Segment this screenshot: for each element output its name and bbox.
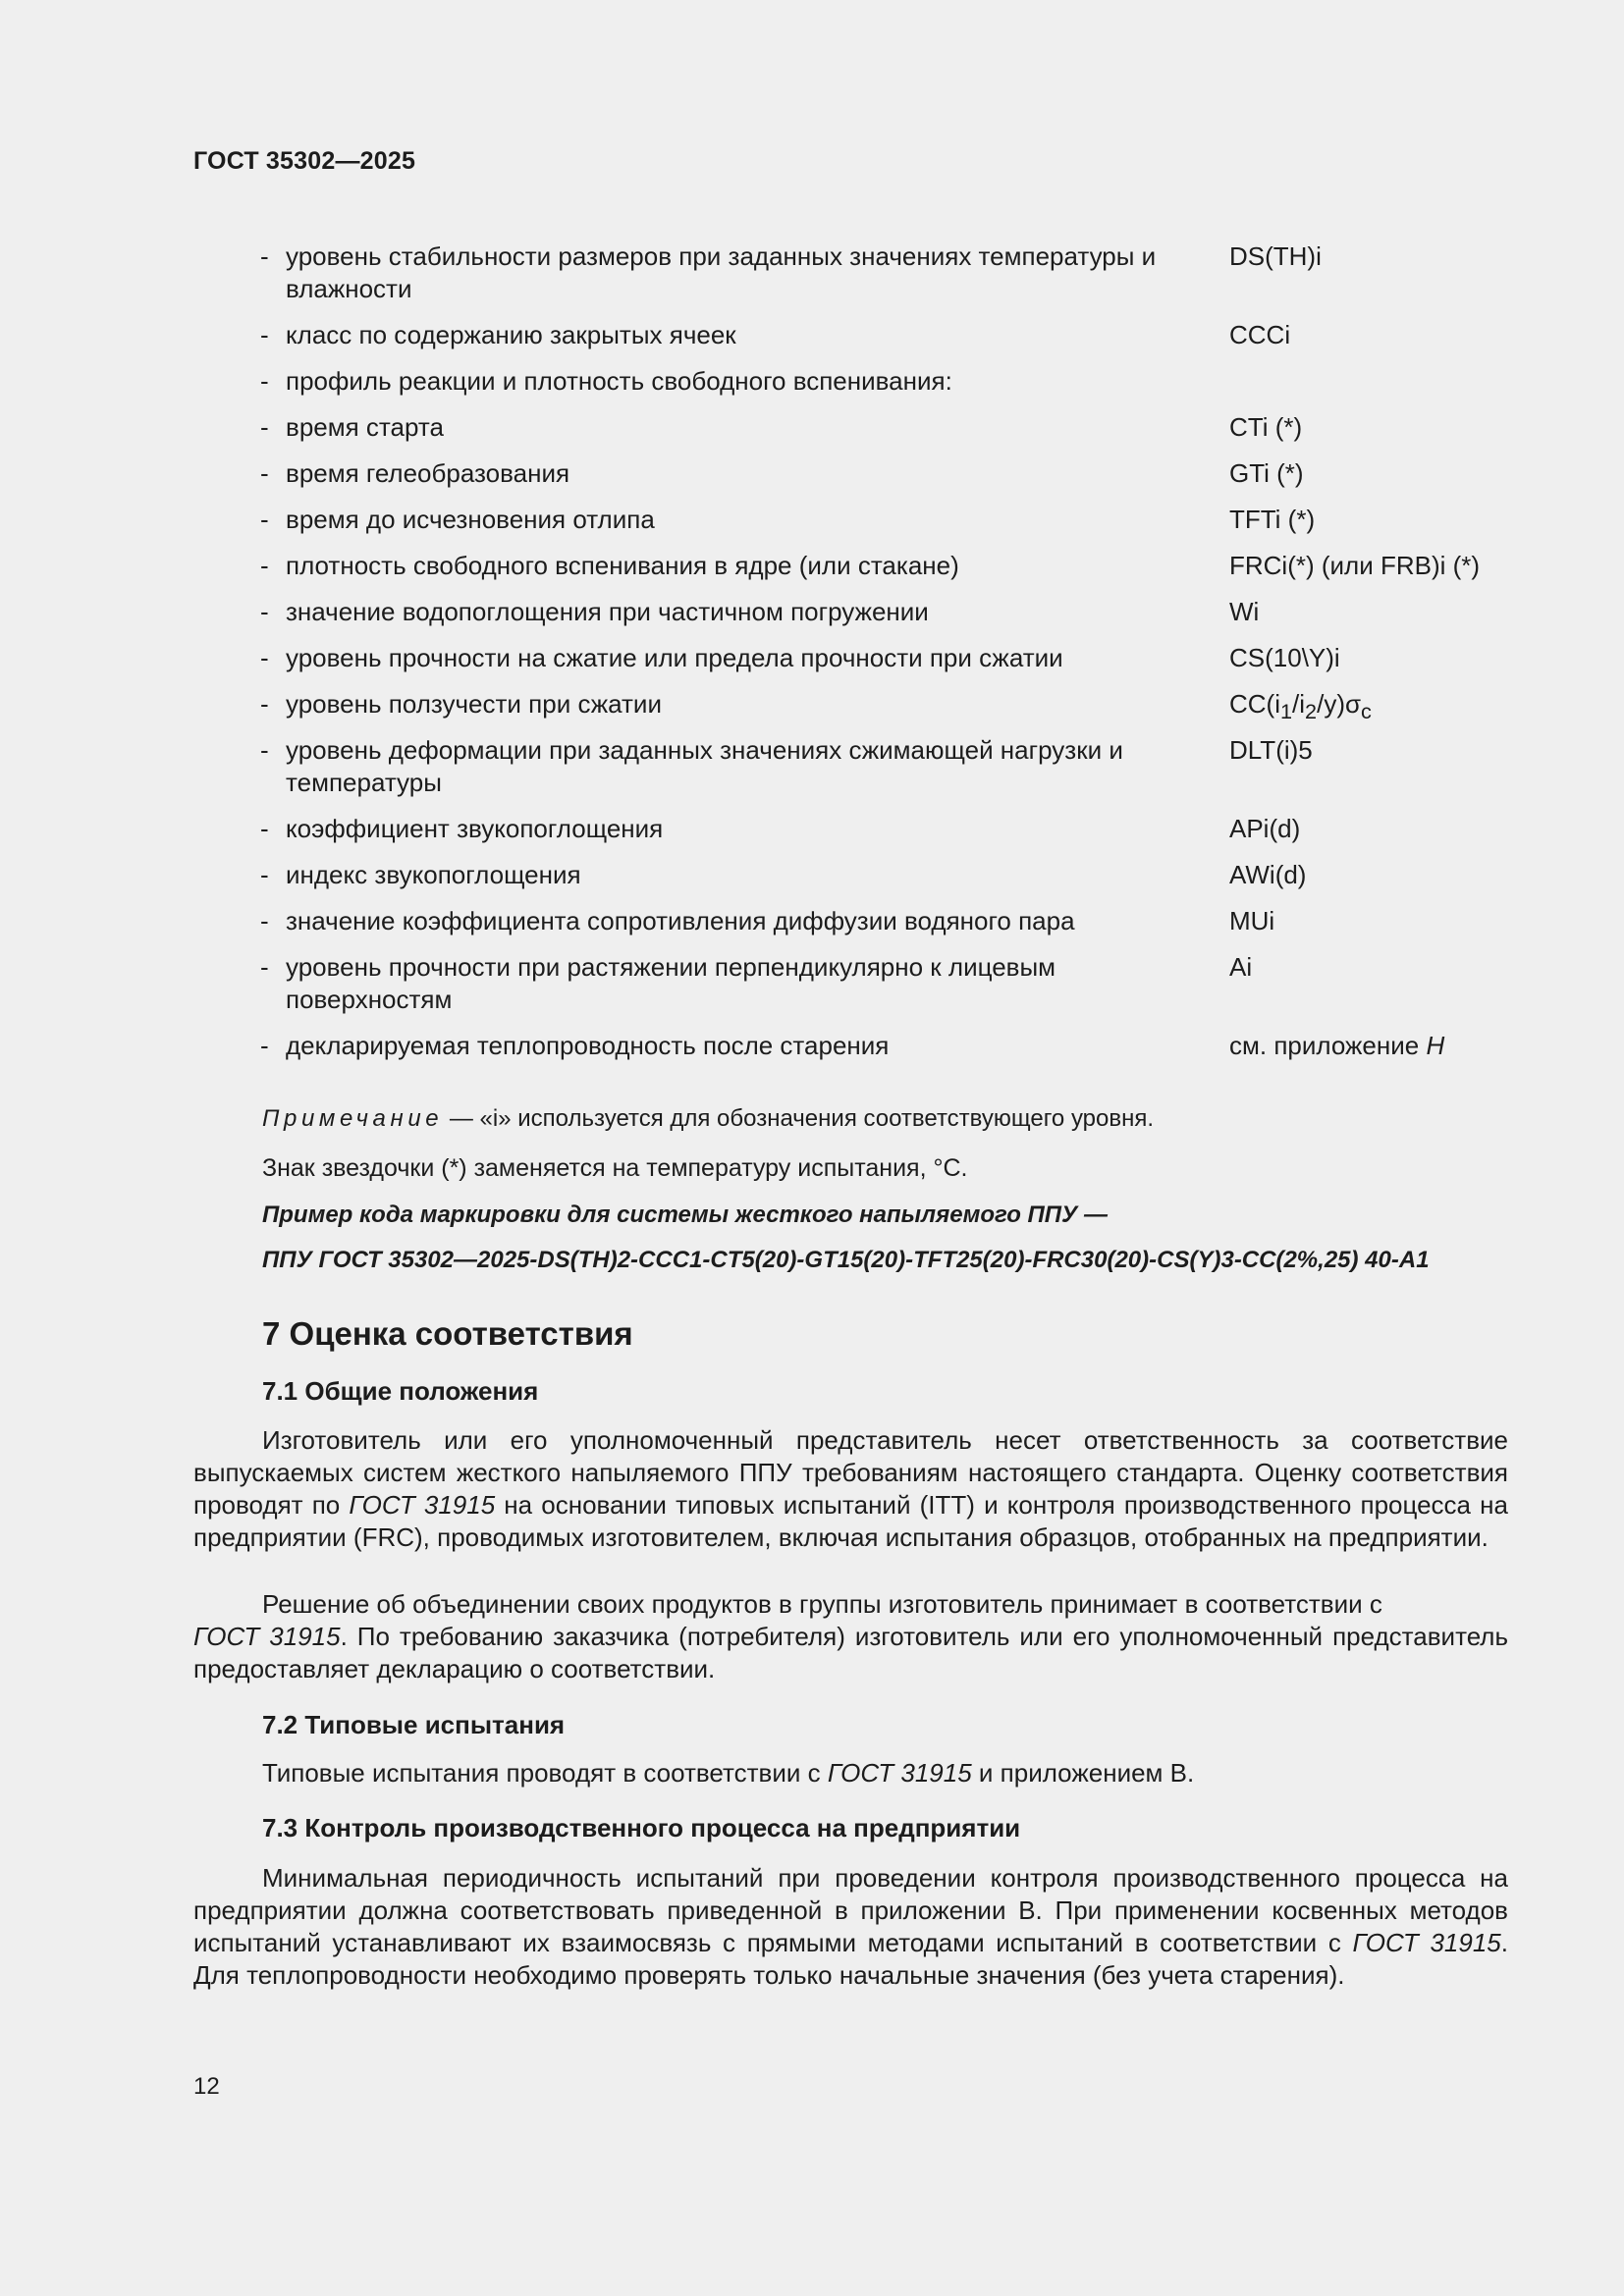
page-number: 12 — [193, 2073, 220, 2100]
list-item — [260, 1030, 1527, 1062]
list-item-code: CTi (*) — [1229, 412, 1303, 442]
paragraph-text: . По требованию заказчика (потребителя) изготовитель или его уполномоченный представитель предоставляет декларацию о соответствии. — [193, 1622, 1509, 1683]
list-item-code: Wi — [1229, 597, 1260, 626]
list-item-text: уровень ползучести при сжатии — [286, 689, 662, 719]
list-item-text: время старта — [286, 412, 444, 442]
note-text: — «i» используется для обозначения соответствующего уровня. — [443, 1105, 1155, 1132]
list-item-text: коэффициент звукопоглощения — [286, 814, 664, 843]
list-item — [260, 951, 1527, 1016]
list-dash: - — [260, 320, 269, 349]
list-item-text: значение водопоглощения при частичном погружении — [286, 597, 929, 626]
list-item — [260, 734, 1527, 799]
paragraph — [193, 1424, 1508, 1554]
list-dash: - — [260, 1031, 269, 1060]
list-item-text: класс по содержанию закрытых ячеек — [286, 320, 736, 349]
paragraph — [193, 1588, 1508, 1685]
annex-ref: Н — [1426, 1031, 1445, 1060]
list-dash: - — [260, 551, 269, 580]
list-item-text: плотность свободного вспенивания в ядре (или стакане) — [286, 551, 959, 580]
paragraph-text: Решение об объединении своих продуктов в группы изготовитель принимает в соответствии с — [262, 1589, 1382, 1619]
example-code: ППУ ГОСТ 35302—2025-DS(TH)2-CCC1-CT5(20)-GT15(20)-TFT25(20)-FRC30(20)-CS(Y)3-CC(2%,25) 40-A1 — [262, 1247, 1430, 1273]
list-item — [260, 457, 1527, 490]
list-item-text: уровень деформации при заданных значениях сжимающей нагрузки и температуры — [286, 735, 1123, 797]
section-7-2-title: 7.2 Типовые испытания — [262, 1710, 566, 1739]
list-item-code: CCCi — [1229, 320, 1291, 349]
list-item — [260, 859, 1527, 891]
list-item-code: CS(10\Y)i — [1229, 643, 1340, 672]
list-dash: - — [260, 458, 269, 488]
list-item — [260, 688, 1527, 724]
list-item — [260, 319, 1527, 351]
list-dash: - — [260, 860, 269, 889]
list-dash: - — [260, 597, 269, 626]
list-item — [260, 504, 1527, 536]
list-item-text: индекс звукопоглощения — [286, 860, 581, 889]
list-item — [260, 365, 1527, 398]
aging-code — [1229, 1030, 1444, 1062]
aging-code-prefix: см. приложение — [1229, 1031, 1420, 1060]
creep-code-part: /y)σ — [1317, 689, 1362, 719]
creep-code-sub: c — [1361, 699, 1372, 724]
document-header: ГОСТ 35302—2025 — [193, 147, 416, 175]
note-text-2: Знак звездочки (*) заменяется на температуру испытания, °C. — [262, 1154, 968, 1182]
list-item — [260, 596, 1527, 628]
list-item-text: профиль реакции и плотность свободного вспенивания: — [286, 366, 952, 396]
standard-ref: ГОСТ 31915 — [827, 1758, 972, 1788]
list-item-text: время гелеобразования — [286, 458, 570, 488]
list-item-code: DS(TH)i — [1229, 241, 1322, 271]
creep-code-sub: 1 — [1280, 699, 1293, 724]
note — [262, 1105, 1154, 1133]
creep-code-sub: 2 — [1305, 699, 1318, 724]
list-item-code: FRCi(*) (или FRB)i (*) — [1229, 551, 1481, 580]
list-dash: - — [260, 814, 269, 843]
list-dash: - — [260, 366, 269, 396]
note-label: Примечание — [262, 1105, 444, 1132]
creep-code-part: CC(i — [1229, 689, 1280, 719]
list-dash: - — [260, 689, 269, 719]
list-item-code: TFTi (*) — [1229, 505, 1316, 534]
list-item-code: DLT(i)5 — [1229, 735, 1313, 765]
list-item — [260, 642, 1527, 674]
creep-code-part: /i — [1292, 689, 1306, 719]
list-dash: - — [260, 643, 269, 672]
designation-list — [260, 240, 1527, 1076]
section-7-title: 7 Оценка соответствия — [262, 1315, 633, 1352]
list-item — [260, 411, 1527, 444]
list-dash: - — [260, 505, 269, 534]
example-title: Пример кода маркировки для системы жесткого напыляемого ППУ — — [262, 1201, 1108, 1228]
list-item-text: уровень стабильности размеров при заданных значениях температуры и влажности — [286, 241, 1157, 303]
list-item-code: MUi — [1229, 906, 1275, 935]
standard-ref: ГОСТ 31915 — [1352, 1928, 1501, 1957]
paragraph-text: Минимальная периодичность испытаний при проведении контроля производственного процесса на предприятии должна соответствовать приведенной в приложении В. При применении косвенных методов испытаний устанавливают их взаимосвязь с прямыми методами испытаний в соответствии с — [193, 1863, 1508, 1957]
list-item — [260, 240, 1527, 305]
paragraph-text: и приложением В. — [971, 1758, 1195, 1788]
paragraph — [193, 1862, 1508, 1992]
list-item-code: GTi (*) — [1229, 458, 1304, 488]
list-item-code: Ai — [1229, 952, 1253, 982]
standard-ref: ГОСТ 31915 — [193, 1622, 341, 1651]
list-item-text: значение коэффициента сопротивления диффузии водяного пара — [286, 906, 1075, 935]
creep-code — [1229, 688, 1372, 727]
section-7-3-title: 7.3 Контроль производственного процесса на предприятии — [262, 1813, 1021, 1842]
list-item-text: время до исчезновения отлипа — [286, 505, 655, 534]
list-item-text: декларируемая теплопроводность после старения — [286, 1031, 890, 1060]
list-item-text: уровень прочности при растяжении перпендикулярно к лицевым поверхностям — [286, 952, 1056, 1014]
list-item — [260, 813, 1527, 845]
list-dash: - — [260, 412, 269, 442]
standard-ref: ГОСТ 31915 — [349, 1490, 496, 1520]
list-item-code: AWi(d) — [1229, 860, 1307, 889]
list-item-code: APi(d) — [1229, 814, 1301, 843]
paragraph-text: Изготовитель или его уполномоченный представитель несет ответственность за соответствие выпускаемых систем жесткого напыляемого ППУ требованиям настоящего стандарта. Оценку соответствия проводят по — [193, 1425, 1508, 1520]
section-7-1-title: 7.1 Общие положения — [262, 1376, 539, 1406]
list-dash: - — [260, 735, 269, 765]
paragraph-text: на основании типовых испытаний (ITT) и контроля производственного процесса на предприятии (FRC), проводимых изготовителем, включая испытания образцов, отобранных на предприятии. — [193, 1490, 1508, 1552]
list-dash: - — [260, 906, 269, 935]
list-dash: - — [260, 241, 269, 271]
paragraph — [262, 1758, 1194, 1789]
list-item-text: уровень прочности на сжатие или предела прочности при сжатии — [286, 643, 1063, 672]
list-dash: - — [260, 952, 269, 982]
list-item — [260, 905, 1527, 937]
paragraph-text: . Для теплопроводности необходимо проверять только начальные значения (без учета старения). — [193, 1928, 1508, 1990]
paragraph-text: Типовые испытания проводят в соответствии с — [262, 1758, 828, 1788]
list-item — [260, 550, 1527, 582]
